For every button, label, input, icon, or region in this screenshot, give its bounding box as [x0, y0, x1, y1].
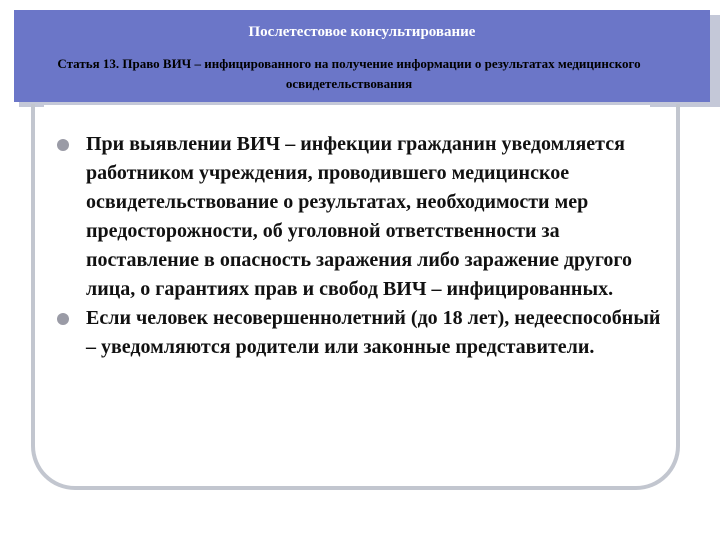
- title-banner: [14, 10, 710, 102]
- bullet-dot-icon: [57, 313, 69, 325]
- bullet-text: При выявлении ВИЧ – инфекции гражданин уведомляется работником учреждения, проводившего медицинское освидетельствование о результатах, необходимости мер предосторожности, об уголовной ответственности за поставление в опасность заражения либо заражение другого лица, о гарантиях прав и свобод ВИЧ – инфицированных.: [86, 133, 632, 300]
- bullet-item: [0, 304, 668, 362]
- slide-title: Послетестовое консультирование: [248, 24, 476, 40]
- bullet-item: [0, 130, 668, 304]
- bullet-text: Если человек несовершеннолетний (до 18 лет), недееспособный – уведомляются родители или законные представители.: [86, 307, 661, 358]
- slide-subtitle: Статья 13. Право ВИЧ – инфицированного на получение информации о результатах медицинского освидетельствования: [57, 56, 641, 91]
- bullet-dot-icon: [57, 139, 69, 151]
- bullet-list: [0, 130, 700, 362]
